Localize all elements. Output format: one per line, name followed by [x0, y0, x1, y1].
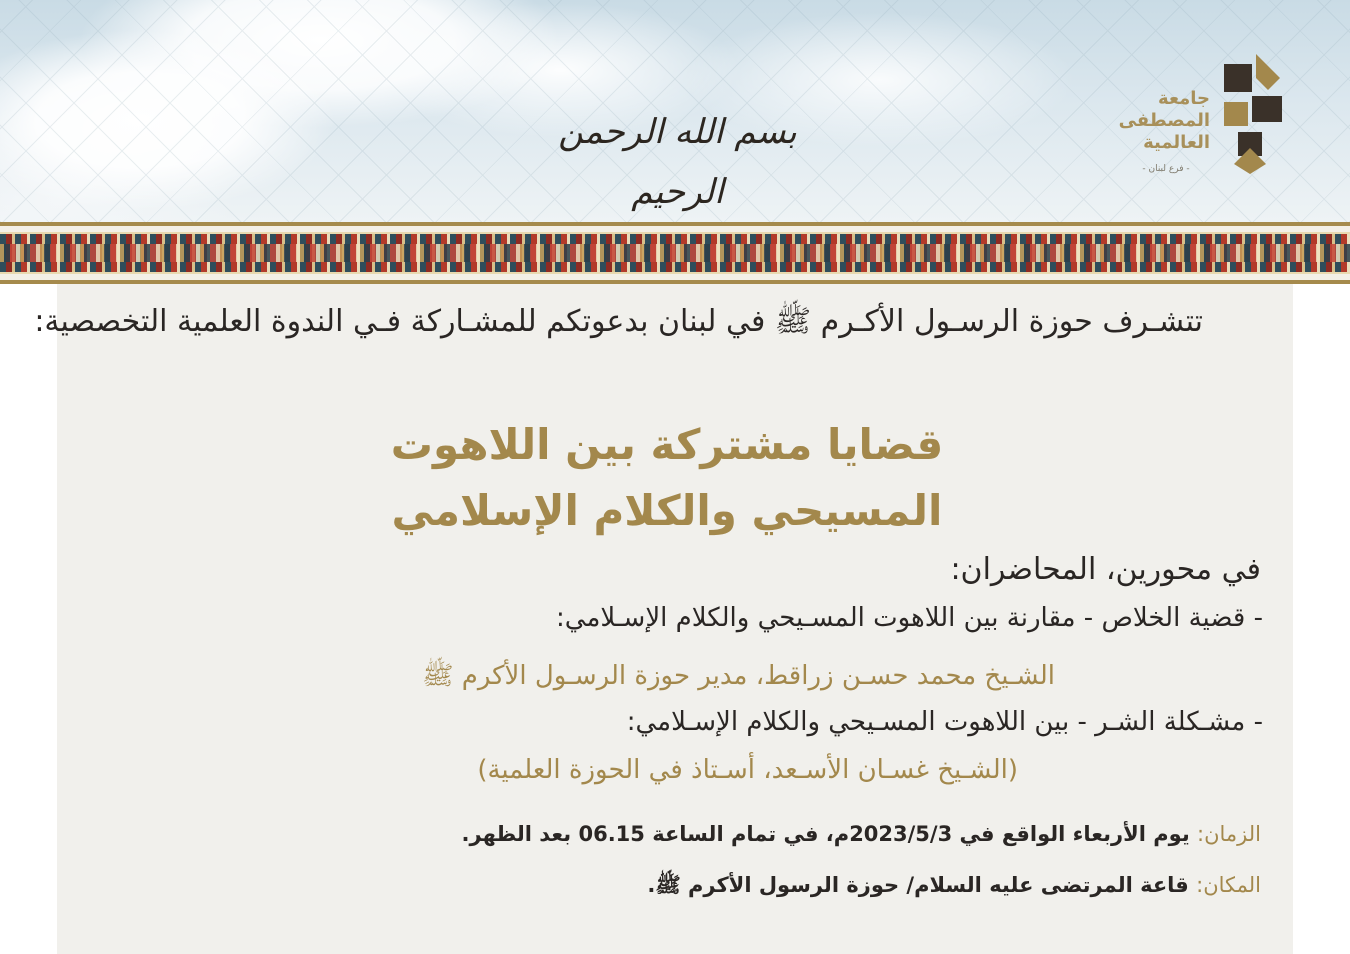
- band-gold-top: [0, 222, 1350, 226]
- place-label: المكان:: [1196, 873, 1261, 897]
- basmala-calligraphy: بسم الله الرحمن الرحيم: [558, 112, 797, 212]
- logo-line-3: العالمية: [1143, 132, 1210, 153]
- band-pattern: [0, 232, 1350, 274]
- university-logo: [1118, 52, 1293, 182]
- speaker-2: (الشـيخ غسـان الأسـعد، أسـتاذ في الحوزة العلمية): [477, 755, 1018, 785]
- logo-branch: - فرع لبنان -: [1142, 164, 1190, 174]
- time-value: يوم الأربعاء الواقع في 2023/5/3م، في تمام الساعة 06.15 بعد الظهر.: [461, 822, 1190, 846]
- topic-2: - مشـكلة الشـر - بين اللاهوت المسـيحي والكلام الإسـلامي:: [626, 707, 1263, 737]
- time-label: الزمان:: [1197, 822, 1261, 846]
- topic-1: - قضية الخلاص - مقارنة بين اللاهوت المسـيحي والكلام الإسـلامي:: [556, 603, 1263, 633]
- time-line: [462, 818, 1261, 850]
- invitation-intro: تتشـرف حوزة الرسـول الأكـرم ﷺ في لبنان بدعوتكم للمشـاركة فـي الندوة العلمية التخصصية:: [34, 304, 1203, 339]
- logo-line-2: المصطفى: [1118, 110, 1210, 131]
- logo-text: [1118, 88, 1210, 154]
- logo-line-1: جامعة: [1158, 88, 1210, 109]
- invitation-panel: [34, 284, 1293, 954]
- place-value: قاعة المرتضى عليه السلام/ حوزة الرسول الأكرم ﷺ.: [647, 873, 1189, 897]
- seminar-title-line-1: قضايا مشتركة بين اللاهوت: [390, 420, 944, 469]
- ornamental-band: [0, 222, 1350, 284]
- seminar-title-line-2: المسيحي والكلام الإسلامي: [391, 486, 943, 535]
- speaker-1: الشـيخ محمد حسـن زراقط، مدير حوزة الرسـول الأكرم ﷺ: [422, 661, 1055, 691]
- place-line: [647, 869, 1261, 901]
- logo-emblem-icon: [1212, 52, 1292, 174]
- header-banner: [0, 0, 1350, 222]
- axes-heading: في محورين، المحاضران:: [950, 552, 1261, 587]
